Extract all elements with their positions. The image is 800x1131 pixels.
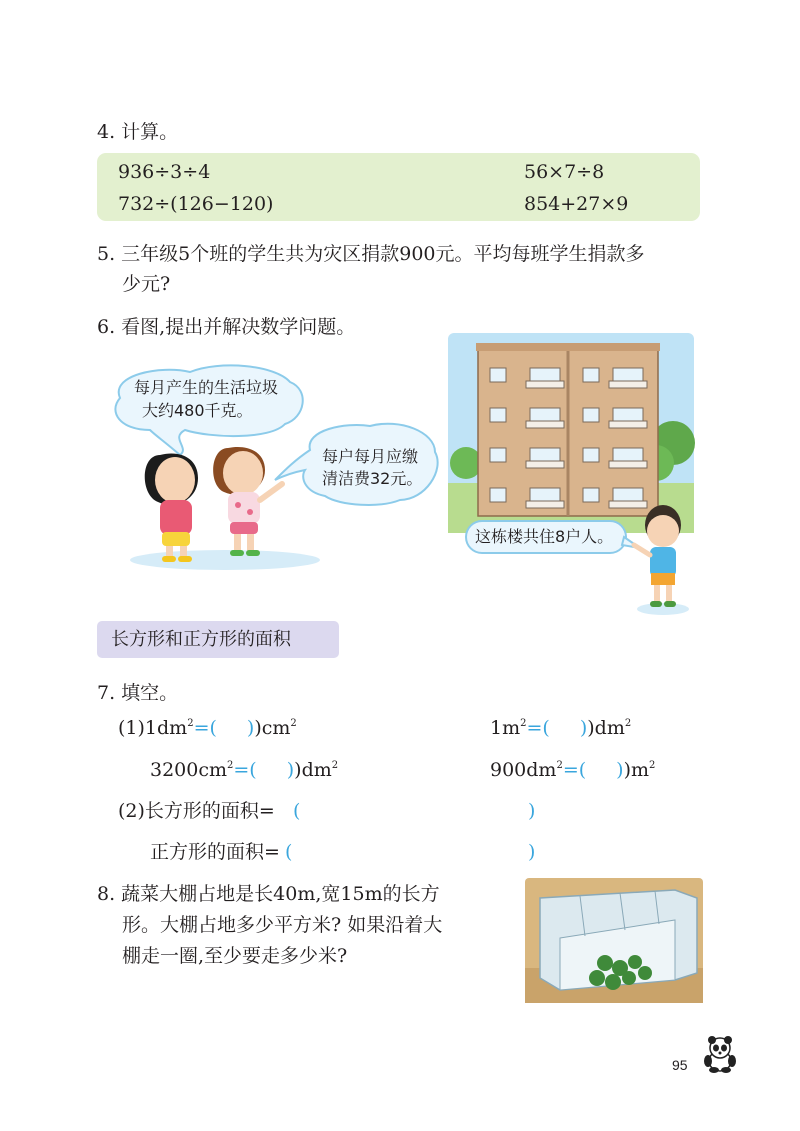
q8-line: 棚走一圈,至少要走多少米?: [122, 945, 348, 967]
calc-expression: 732÷(126−120): [118, 193, 274, 215]
bubble-text: 每月产生的生活垃圾: [134, 378, 279, 397]
q8-line: 形。大棚占地多少平方米? 如果沿着大: [122, 914, 443, 936]
q5-line: 少元?: [122, 273, 171, 295]
bubble-text: 这栋楼共住8户人。: [475, 527, 614, 546]
calc-expression: 936÷3÷4: [118, 161, 211, 183]
fill-blank-label: (2)长方形的面积=: [118, 800, 275, 822]
close-paren: ): [528, 841, 536, 863]
greenhouse-illustration: [525, 878, 703, 1003]
fill-blank-item: $(1)1dm^2=$( ))$cm^2$: [118, 717, 297, 739]
calc-expression: 854+27×9: [524, 193, 629, 215]
q7-title: 7. 填空。: [97, 682, 179, 704]
page-number: 95: [672, 1057, 688, 1073]
q5-line: 5. 三年级5个班的学生共为灾区捐款900元。平均每班学生捐款多: [97, 243, 645, 265]
calc-expression: 56×7÷8: [524, 161, 605, 183]
fill-blank-label: 正方形的面积=: [150, 841, 280, 863]
close-paren: ): [528, 800, 536, 822]
panda-icon: [700, 1035, 740, 1073]
fill-blank-item: $900dm^2=$( ))$m^2$: [490, 759, 656, 781]
q4-title: 4. 计算。: [97, 121, 179, 143]
bubble-text: 清洁费32元。: [322, 469, 423, 488]
building-illustration: [448, 333, 698, 618]
fill-blank-item: $1m^2=$( ))$dm^2$: [490, 717, 632, 739]
open-paren: (: [285, 841, 293, 863]
section-title: 长方形和正方形的面积: [97, 621, 339, 658]
q8-line: 8. 蔬菜大棚占地是长40m,宽15m的长方: [97, 883, 440, 905]
fill-blank-item: $3200cm^2=$( ))$dm^2$: [150, 759, 339, 781]
q6-title: 6. 看图,提出并解决数学问题。: [97, 316, 356, 338]
bubble-text: 大约480千克。: [142, 401, 253, 420]
open-paren: (: [293, 800, 301, 822]
bubble-text: 每户每月应缴: [322, 447, 419, 466]
